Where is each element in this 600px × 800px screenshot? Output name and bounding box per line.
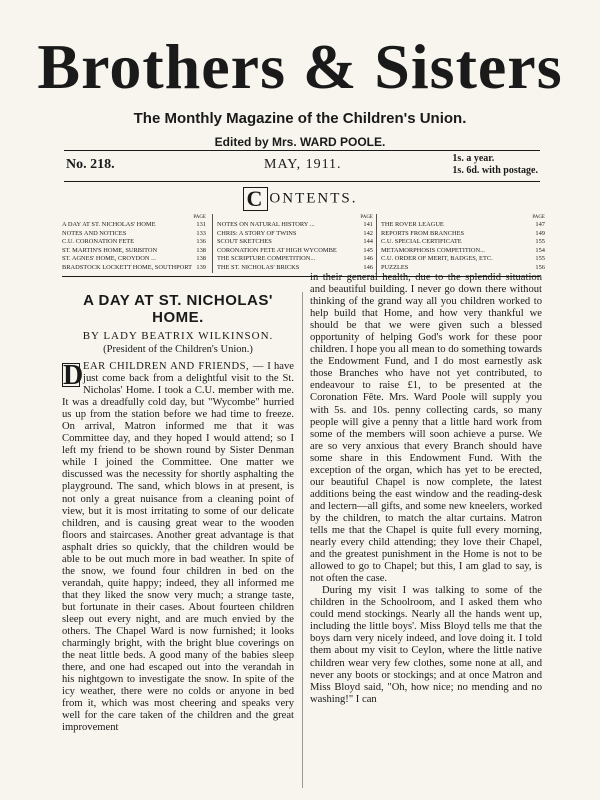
entry-page: 146 xyxy=(363,255,373,263)
entry-title: THE ST. NICHOLAS' BRICKS xyxy=(217,263,300,271)
masthead xyxy=(0,31,600,149)
article-title: A DAY AT ST. NICHOLAS' HOME. xyxy=(83,292,273,326)
contents-column-1 xyxy=(62,214,206,273)
entry-title: REPORTS FROM BRANCHES xyxy=(381,229,465,237)
entry-page: 144 xyxy=(363,238,373,246)
article-paragraph xyxy=(62,361,294,734)
entry-page: 142 xyxy=(363,229,373,237)
entry-title: NOTES ON NATURAL HISTORY ... xyxy=(217,221,315,228)
entry-page: 156 xyxy=(535,263,545,271)
entry-title: ST. MARTIN'S HOME, SURBITON xyxy=(62,246,158,254)
magazine-title: Brothers & Sisters xyxy=(37,31,563,102)
entry-title: NOTES AND NOTICES xyxy=(62,229,127,237)
entry-page: 133 xyxy=(196,229,206,237)
entry-title: C.U. CORONATION FETE xyxy=(62,238,135,246)
entry-title: PUZZLES xyxy=(381,263,409,271)
contents-entry[interactable] xyxy=(62,238,206,247)
contents-entry[interactable] xyxy=(217,238,373,247)
price-info xyxy=(452,153,538,177)
contents-entry[interactable] xyxy=(217,230,373,239)
entry-title: A DAY AT ST. NICHOLAS' HOME xyxy=(62,221,156,228)
entry-page: 146 xyxy=(363,263,373,271)
entry-title: CHRIS: A STORY OF TWINS xyxy=(217,229,297,237)
contents-entry[interactable] xyxy=(217,247,373,256)
editor-line: Edited by Mrs. WARD POOLE. xyxy=(214,135,386,149)
article-byline: BY LADY BEATRIX WILKINSON. xyxy=(82,330,274,342)
entry-page: 138 xyxy=(196,246,206,254)
contents-entry[interactable] xyxy=(381,230,545,239)
article-subbyline: (President of the Children's Union.) xyxy=(103,344,253,355)
contents-heading xyxy=(0,187,600,211)
price-line-2: 1s. 6d. with postage. xyxy=(452,165,538,176)
article-left-column xyxy=(62,292,294,734)
contents-entry[interactable] xyxy=(217,221,373,230)
entry-title: SCOUT SKETCHES xyxy=(217,238,272,246)
article-paragraph: in their general health, due to the splendid situation and beautiful building. I never go down there without thinking of the grand way all you children worked to help build that Home, and how very thankful we should be that we were given such a blessed opportunity of helping God's work for these poor children. I hope you all mean to do something towards the Endowment Fund, and I do most earnestly ask those Branches who have not yet contributed, to endeavour to raise £1, to be presented at the Coronation Fête. Mrs. Ward Poole will supply you with 5s. and 10s. penny collecting cards, so many people will give a penny that a little hard work from some of the members will soon achieve a purse. We are so very anxious that every Branch should have some share in this Endowment Fund. With the exception of the organ, which has yet to be erected, our beautiful Chapel is now complete, the latest additions being the east window and the reading-desk and lectern—all gifts, and some new kneelers, worked by the children, to match the altar curtains. Matron tells me that the Chapel is quite full every morning, nearly every child attending; they love their Chapel, and the greatest punishment in the Home is not to be allowed to go to Chapel; but this, I am glad to say, is not often the case. xyxy=(310,272,542,585)
article-right-column xyxy=(310,272,542,706)
contents-entry[interactable] xyxy=(381,247,545,256)
entry-title: CORONATION FETE AT HIGH WYCOMBE xyxy=(217,246,337,254)
issue-date: MAY, 1911. xyxy=(264,157,342,172)
issue-bar xyxy=(64,150,540,182)
issue-number: No. 218. xyxy=(66,157,115,172)
contents-entry[interactable] xyxy=(381,238,545,247)
article-left-text: I have just come back from a delightful visit to the St. Nicholas' Home. I took a C.U. member with me. It was a dreadfully cold day, but "Wycombe" hurried us up from the station before we had time to freeze. On arrival, Matron informed me that it was Committee day, and they hoped I would attend; so I left my friend to be shown round by Sister Denman while I joined the Committee. One matter we discussed was the necessity for shortly asphalting the playground. The sand, which blows in at present, is not only a great nuisance from a cleaning point of view, but it is most irritating to some of our delicate children, and is causing great wear to the wooden floors and staircases. Another great advantage is that asphalt dries so quickly, that the children would be able to be out much more in bad weather. In spite of the snow, we found four children in bed on the verandah, quite happy; indeed, they all informed me that they liked the snow very much; a strange taste, but fortunate in their cases. About fourteen children sleep out every night, and are much envied by the others. The Chapel Ward is now furnished; it looks charmingly bright, with the bright blue coverings on the neat little beds. A good many of the babies sleep there, and one had escaped out into the verandah in his nightgown to investigate the snow. In spite of the icy weather, there were no colds or anyone in bed from it, which was most cheering and speaks very well for the care taken of the children and the great improvement xyxy=(62,361,294,734)
entry-page: 139 xyxy=(196,263,206,271)
contents-entry[interactable] xyxy=(62,264,206,273)
entry-page: 136 xyxy=(196,238,206,246)
contents-entry[interactable] xyxy=(381,255,545,264)
entry-page: 147 xyxy=(535,221,545,228)
entry-page: 138 xyxy=(196,255,206,263)
entry-page: 149 xyxy=(535,229,545,237)
entry-title: THE ROVER LEAGUE xyxy=(381,221,444,228)
entry-page: 154 xyxy=(535,246,545,254)
entry-title: THE SCRIPTURE COMPETITION... xyxy=(217,255,316,263)
salutation: EAR CHILDREN AND FRIENDS, — xyxy=(83,361,264,372)
entry-title: METAMORPHOSIS COMPETITION... xyxy=(381,246,485,254)
entry-page: 145 xyxy=(363,246,373,254)
contents-entry[interactable] xyxy=(217,255,373,264)
entry-page: 141 xyxy=(363,221,373,228)
contents-heading-rest: ONTENTS. xyxy=(269,190,358,207)
page-label: PAGE xyxy=(193,215,206,220)
page-label: PAGE xyxy=(360,215,373,220)
entry-title: ST. AGNES' HOME, CROYDON ... xyxy=(62,255,156,263)
contents-entry[interactable] xyxy=(62,230,206,239)
contents-column-2 xyxy=(212,214,373,273)
contents-entry[interactable] xyxy=(381,221,545,230)
entry-page: 155 xyxy=(535,255,545,263)
entry-title: C.U. ORDER OF MERIT, BADGES, ETC. xyxy=(381,255,493,263)
entry-title: C.U. SPECIAL CERTIFICATE xyxy=(381,238,462,246)
contents-entry[interactable] xyxy=(62,221,206,230)
column-separator xyxy=(302,292,303,788)
entry-title: BRADSTOCK LOCKETT HOME, SOUTHPORT xyxy=(62,263,192,271)
page-label: PAGE xyxy=(532,215,545,220)
contents-entry[interactable] xyxy=(62,247,206,256)
contents-entry[interactable] xyxy=(62,255,206,264)
drop-cap: D xyxy=(63,360,84,391)
contents-column-3 xyxy=(376,214,545,273)
magazine-subtitle: The Monthly Magazine of the Children's Union. xyxy=(133,110,467,127)
price-line-1: 1s. a year. xyxy=(452,153,495,164)
contents-heading-cap: C xyxy=(243,187,269,211)
article-paragraph: During my visit I was talking to some of the children in the Schoolroom, and I asked them who could mend stockings. Nearly all the hands went up, including the little boys'. Miss Bloyd tells me that the boys darn very nicely indeed, and love doing it. I told them about my visit to Ceylon, where the little native children wear very few clothes, some none at all, and never any boots or stockings; and at once Matron and Miss Bloyd said, "Oh, how nice; no mending and no washing!" I can xyxy=(310,585,542,705)
entry-page: 155 xyxy=(535,238,545,246)
entry-page: 131 xyxy=(196,221,206,228)
